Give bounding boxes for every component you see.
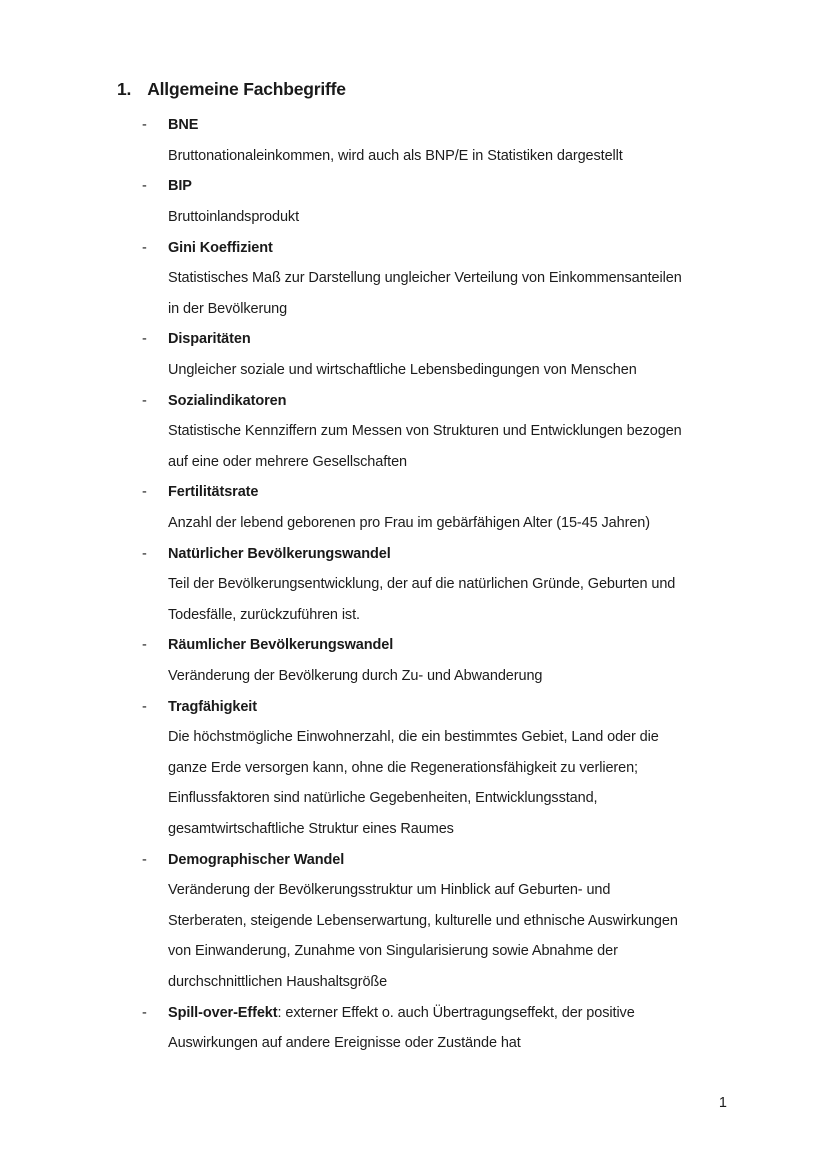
definition-line: Veränderung der Bevölkerung durch Zu- und Abwanderung [168, 667, 543, 684]
bullet-dash: - [142, 239, 147, 256]
definition-line: durchschnittlichen Haushaltsgröße [168, 973, 388, 990]
definition-line: Sterberaten, steigende Lebenserwartung, kulturelle und ethnische Auswirkungen [168, 912, 678, 929]
glossary-term: Gini Koeffizient [168, 239, 273, 256]
glossary-term-row [0, 232, 828, 263]
definition-line: Teil der Bevölkerungsentwicklung, der auf die natürlichen Gründe, Geburten und [168, 576, 676, 593]
definition-line: ganze Erde versorgen kann, ohne die Regenerationsfähigkeit zu verlieren; [168, 759, 638, 776]
bullet-dash: - [142, 637, 147, 654]
heading-text: Allgemeine Fachbegriffe [147, 79, 346, 99]
definition-line: gesamtwirtschaftliche Struktur eines Raumes [168, 820, 454, 837]
section-heading [117, 79, 346, 100]
glossary-term-inline-definition: : externer Effekt o. auch Übertragungseffekt, der positive [277, 1004, 635, 1021]
bullet-dash: - [142, 178, 147, 195]
glossary-term: Sozialindikatoren [168, 392, 287, 409]
definition-line: Die höchstmögliche Einwohnerzahl, die ein bestimmtes Gebiet, Land oder die [168, 729, 659, 746]
glossary-term-row [0, 844, 828, 875]
glossary-term-row [0, 324, 828, 355]
glossary-term-row [0, 477, 828, 508]
glossary-term-row [0, 110, 828, 141]
bullet-dash: - [142, 851, 147, 868]
definition-line: Bruttonationaleinkommen, wird auch als BNP/E in Statistiken dargestellt [168, 147, 623, 164]
bullet-dash: - [142, 1004, 147, 1021]
glossary-term: Fertilitätsrate [168, 484, 259, 501]
definition-line: Einflussfaktoren sind natürliche Gegebenheiten, Entwicklungsstand, [168, 790, 598, 807]
bullet-dash: - [142, 392, 147, 409]
bullet-dash: - [142, 331, 147, 348]
definition-line: Bruttoinlandsprodukt [168, 209, 299, 226]
glossary-term: Disparitäten [168, 331, 251, 348]
bullet-dash: - [142, 698, 147, 715]
definition-line: von Einwanderung, Zunahme von Singularisierung sowie Abnahme der [168, 943, 618, 960]
heading-number: 1. [117, 79, 132, 99]
bullet-dash: - [142, 545, 147, 562]
glossary-term: BIP [168, 178, 192, 195]
definition-line: Statistische Kennziffern zum Messen von Strukturen und Entwicklungen bezogen [168, 423, 682, 440]
glossary-term-row [0, 385, 828, 416]
glossary-term-row [0, 997, 828, 1028]
glossary-list [0, 110, 828, 1058]
glossary-term: Demographischer Wandel [168, 851, 345, 868]
bullet-dash: - [142, 117, 147, 134]
definition-line: Veränderung der Bevölkerungsstruktur um Hinblick auf Geburten- und [168, 882, 611, 899]
definition-line: in der Bevölkerung [168, 300, 288, 317]
bullet-dash: - [142, 484, 147, 501]
glossary-term: Räumlicher Bevölkerungswandel [168, 637, 394, 654]
page-number: 1 [718, 1095, 727, 1111]
definition-line: Ungleicher soziale und wirtschaftliche Lebensbedingungen von Menschen [168, 362, 637, 379]
glossary-term: Spill-over-Effekt [168, 1004, 278, 1021]
definition-line: Statistisches Maß zur Darstellung ungleicher Verteilung von Einkommensanteilen [168, 270, 682, 287]
glossary-term: Tragfähigkeit [168, 698, 257, 715]
glossary-term-row [0, 691, 828, 722]
glossary-term-row [0, 630, 828, 661]
glossary-term: Natürlicher Bevölkerungswandel [168, 545, 391, 562]
glossary-term-row [0, 538, 828, 569]
definition-line: Auswirkungen auf andere Ereignisse oder Zustände hat [168, 1035, 521, 1052]
definition-line: auf eine oder mehrere Gesellschaften [168, 453, 408, 470]
glossary-term: BNE [168, 117, 199, 134]
definition-line: Anzahl der lebend geborenen pro Frau im gebärfähigen Alter (15-45 Jahren) [168, 515, 650, 532]
definition-line: Todesfälle, zurückzuführen ist. [168, 606, 360, 623]
glossary-term-row [0, 171, 828, 202]
